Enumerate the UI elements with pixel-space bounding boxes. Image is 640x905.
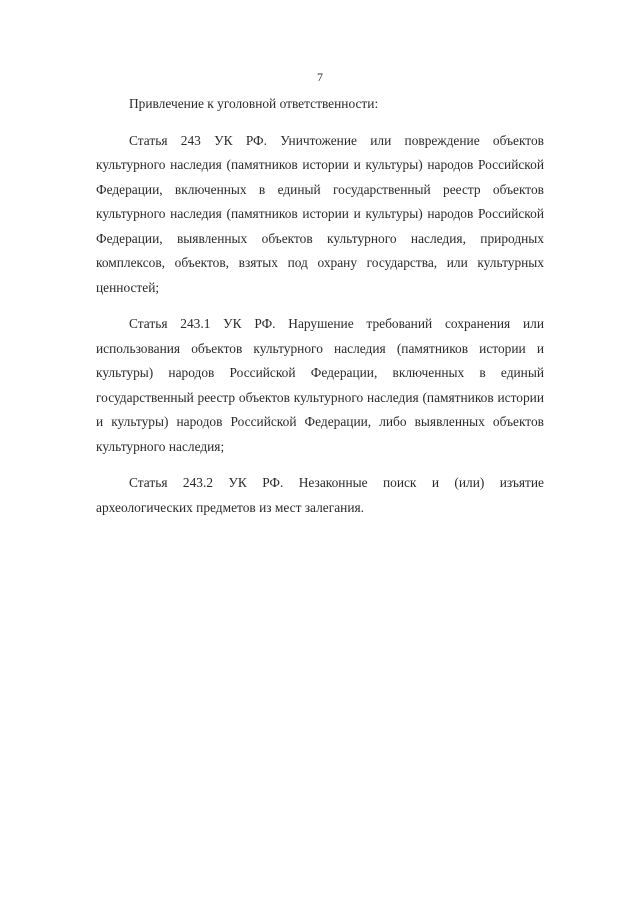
page-number: 7: [317, 70, 323, 84]
paragraph-intro: Привлечение к уголовной ответственности:: [129, 96, 379, 111]
paragraph-article-243-1: Статья 243.1 УК РФ. Нарушение требований сохранения или использования объектов культурного наследия (памятников истории и культуры) народов Российской Федерации, включенных в единый государственный реестр объектов культурного наследия (памятников истории и культуры) народов Российской Федерации, либо выявленных объектов культурного наследия;: [96, 316, 544, 454]
paragraph-article-243-2: Статья 243.2 УК РФ. Незаконные поиск и (или) изъятие археологических предметов из мест залегания.: [96, 475, 544, 515]
document-body: [96, 92, 544, 520]
paragraph-article-243: Статья 243 УК РФ. Уничтожение или повреждение объектов культурного наследия (памятников истории и культуры) народов Российской Федерации, включенных в единый государственный реестр объектов культурного наследия (памятников истории и культуры) народов Российской Федерации, выявленных объектов культурного наследия, природных комплексов, объектов, взятых под охрану государства, или культурных ценностей;: [96, 132, 544, 295]
